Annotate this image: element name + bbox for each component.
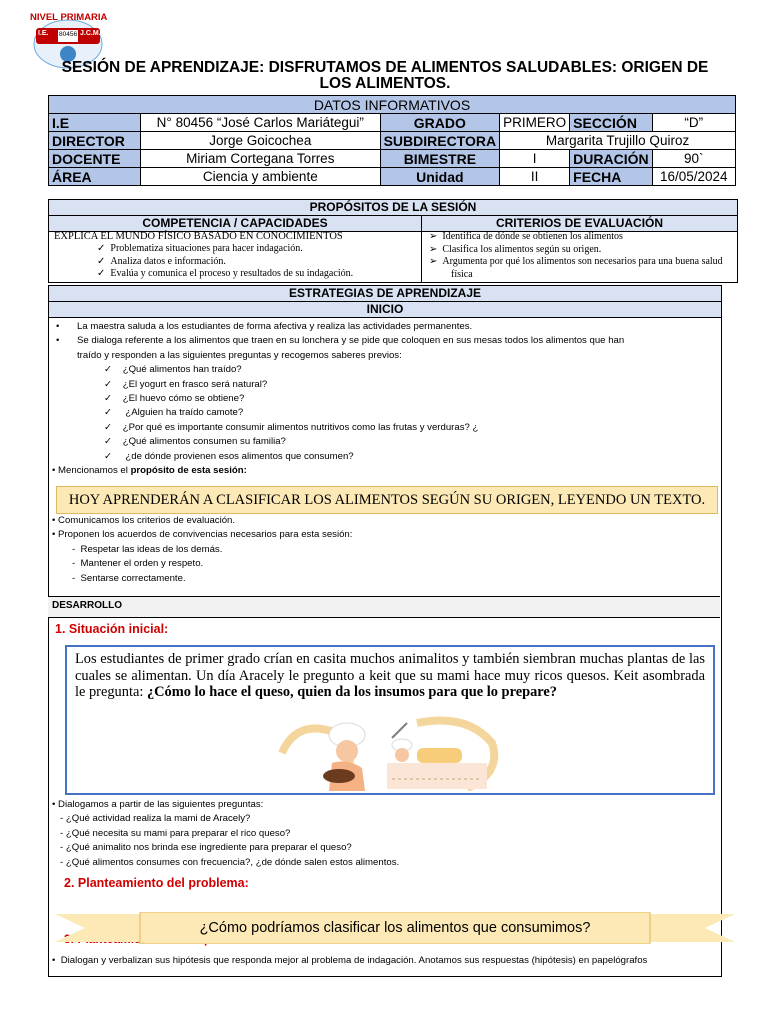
capacidad-item: ✓ Problematiza situaciones para hacer indagación. — [97, 243, 303, 254]
check-icon: ✓ — [104, 450, 123, 462]
comunicamos-line: • Comunicamos los criterios de evaluación. — [52, 515, 236, 526]
inicio-content — [52, 320, 716, 478]
director-value: Jorge Goicochea — [141, 132, 381, 150]
inicio-bullet-cont: traído y responden a las siguientes preguntas y recogemos saberes previos: — [77, 349, 402, 361]
bimestre-label: BIMESTRE — [380, 150, 500, 168]
propositos-header: PROPÓSITOS DE LA SESIÓN — [49, 200, 737, 216]
acuerdo-item: - Sentarse correctamente. — [72, 572, 186, 584]
bullet-icon: • — [52, 955, 61, 966]
dialogo-item: - ¿Qué actividad realiza la mami de Aracely? — [60, 813, 251, 825]
criterios-acuerdos — [52, 514, 716, 586]
logo-top-text: NIVEL PRIMARIA — [30, 12, 108, 23]
acuerdo-item: - Mantener el orden y respeto. — [72, 558, 204, 570]
pregunta-item: ✓ ¿El yogurt en frasco será natural? — [104, 378, 268, 390]
seccion-label: SECCIÓN — [570, 114, 652, 132]
pregunta-item: ✓ ¿Qué alimentos consumen su familia? — [104, 436, 286, 448]
bullet-icon: • — [52, 515, 59, 526]
criterio-item: ➢ Identifica de dónde se obtienen los alimentos — [429, 231, 623, 242]
bullet-icon: • — [52, 529, 59, 541]
competencia-text: EXPLICA EL MUNDO FÍSICO BASADO EN CONOCIMIENTOS — [54, 231, 343, 242]
situacion-box — [65, 645, 715, 795]
pregunta-item: ✓ ¿Alguien ha traído camote? — [104, 407, 244, 419]
check-icon: ✓ — [104, 364, 123, 376]
area-label: ÁREA — [49, 168, 141, 186]
capacidades-list — [97, 243, 353, 281]
datos-table — [48, 95, 736, 186]
arrow-icon: ➢ — [429, 231, 443, 242]
arrow-icon: ➢ — [429, 256, 443, 267]
inicio-bullet: • La maestra saluda a los estudiantes de forma afectiva y realiza las actividades permanentes. — [52, 320, 716, 334]
arrow-icon: ➢ — [429, 243, 443, 255]
estrategias-header: ESTRATEGIAS DE APRENDIZAJE — [49, 286, 721, 302]
subdirectora-value: Margarita Trujillo Quiroz — [500, 132, 736, 150]
hipotesis-line: • Dialogan y verbalizan sus hipótesis que responda mejor al problema de indagación. Anotamos sus respuestas (hipótesis) en papelógrafos — [52, 955, 648, 966]
unidad-label: Unidad — [380, 168, 500, 186]
ie-value: N° 80456 “José Carlos Mariátegui” — [141, 114, 381, 132]
proposito-banner: HOY APRENDERÁN A CLASIFICAR LOS ALIMENTOS SEGÚN SU ORIGEN, LEYENDO UN TEXTO. — [56, 486, 718, 514]
duracion-label: DURACIÓN — [570, 150, 652, 168]
inicio-bullet: • Se dialoga referente a los alimentos que traen en su lonchera y se pide que coloquen en sus mesas todos los alimentos que han — [52, 334, 716, 348]
dialogo-item: - ¿Qué alimentos consumes con frecuencia?, ¿de dónde salen estos alimentos. — [60, 856, 400, 868]
acuerdos-list — [52, 543, 716, 586]
problema-banner: ¿Cómo podríamos clasificar los alimentos que consumimos? — [199, 920, 591, 936]
logo-right-text: J.C.M. — [80, 30, 101, 37]
bullet-icon: • — [52, 465, 59, 477]
dialogo-item: - ¿Qué animalito nos brinda ese ingrediente para preparar el queso? — [60, 842, 352, 854]
situacion-text: Los estudiantes de primer grado crían en casita muchos animalitos y también siembran muchas plantas de las cuales se alimentan. Un día Aracely le pregunto a keit que su mami hace muy ricos quesos. Keit asombrada le pregunta: ¿Cómo lo hace el queso, quien da los insumos para que lo prepare? — [75, 651, 705, 700]
capacidad-item: ✓ Evalúa y comunica el proceso y resultados de su indagación. — [97, 268, 354, 279]
proponen-line: • Proponen los acuerdos de convivencias necesarios para esta sesión: — [52, 529, 353, 541]
check-icon: ✓ — [97, 268, 111, 279]
grado-value: PRIMERO — [500, 114, 570, 132]
pregunta-item: ✓ ¿Por qué es importante consumir alimentos nutritivos como las frutas y verduras? ¿ — [104, 421, 479, 433]
bullet-icon: • — [52, 799, 59, 810]
criterio-item: ➢ Argumenta por qué los alimentos son necesarios para una buena salud física — [429, 256, 723, 280]
area-value: Ciencia y ambiente — [141, 168, 381, 186]
inicio-header: INICIO — [49, 302, 721, 318]
planteamiento-title: 2. Planteamiento del problema: — [64, 876, 249, 890]
capacidad-item: ✓ Analiza datos e información. — [97, 255, 226, 267]
criterios-header: CRITERIOS DE EVALUACIÓN — [422, 216, 737, 232]
pregunta-item: ✓ ¿de dónde provienen esos alimentos que consumen? — [104, 450, 354, 462]
duracion-value: 90` — [652, 150, 735, 168]
director-label: DIRECTOR — [49, 132, 141, 150]
datos-header: DATOS INFORMATIVOS — [49, 96, 736, 114]
docente-label: DOCENTE — [49, 150, 141, 168]
competencia-header: COMPETENCIA / CAPACIDADES — [49, 216, 422, 232]
bimestre-value: I — [500, 150, 570, 168]
chef-illustration — [277, 713, 502, 791]
check-icon: ✓ — [104, 378, 123, 390]
situacion-title: 1. Situación inicial: — [55, 622, 169, 636]
seccion-value: “D” — [652, 114, 735, 132]
ie-label: I.E — [49, 114, 141, 132]
dialogo-section — [52, 798, 716, 870]
dialogo-preguntas — [52, 812, 716, 870]
check-icon: ✓ — [97, 255, 111, 267]
check-icon: ✓ — [104, 407, 123, 419]
propositos-section — [48, 199, 738, 283]
mencionamos-line: • Mencionamos el propósito de esta sesión: — [52, 465, 247, 477]
acuerdo-item: - Respetar las ideas de los demás. — [72, 543, 223, 555]
dialogo-item: - ¿Qué necesita su mami para preparar el rico queso? — [60, 827, 291, 839]
check-icon: ✓ — [104, 421, 123, 433]
fecha-value: 16/05/2024 — [652, 168, 735, 186]
logo-ie-number: 80456 — [59, 31, 78, 38]
bullet-icon: • — [56, 335, 60, 347]
bullet-icon: • — [56, 321, 60, 332]
check-icon: ✓ — [97, 243, 111, 254]
criterios-list — [429, 231, 729, 281]
preguntas-list — [52, 363, 716, 464]
desarrollo-bar — [48, 596, 720, 618]
pregunta-item: ✓ ¿El huevo cómo se obtiene? — [104, 393, 245, 405]
check-icon: ✓ — [104, 436, 123, 448]
fecha-label: FECHA — [570, 168, 652, 186]
page-title: SESIÓN DE APRENDIZAJE: DISFRUTAMOS DE ALIMENTOS SALUDABLES: ORIGEN DE LOS ALIMENTOS. — [61, 59, 709, 92]
dialogamos-line: • Dialogamos a partir de las siguientes preguntas: — [52, 799, 264, 810]
docente-value: Miriam Cortegana Torres — [141, 150, 381, 168]
grado-label: GRADO — [380, 114, 500, 132]
logo-ie-label: I.E. — [38, 30, 49, 37]
pregunta-item: ✓ ¿Qué alimentos han traído? — [104, 364, 242, 376]
unidad-value: II — [500, 168, 570, 186]
subdirectora-label: SUBDIRECTORA — [380, 132, 500, 150]
check-icon: ✓ — [104, 393, 123, 405]
desarrollo-header: DESARROLLO — [52, 600, 122, 611]
criterio-item: ➢ Clasifica los alimentos según su origen. — [429, 243, 602, 255]
